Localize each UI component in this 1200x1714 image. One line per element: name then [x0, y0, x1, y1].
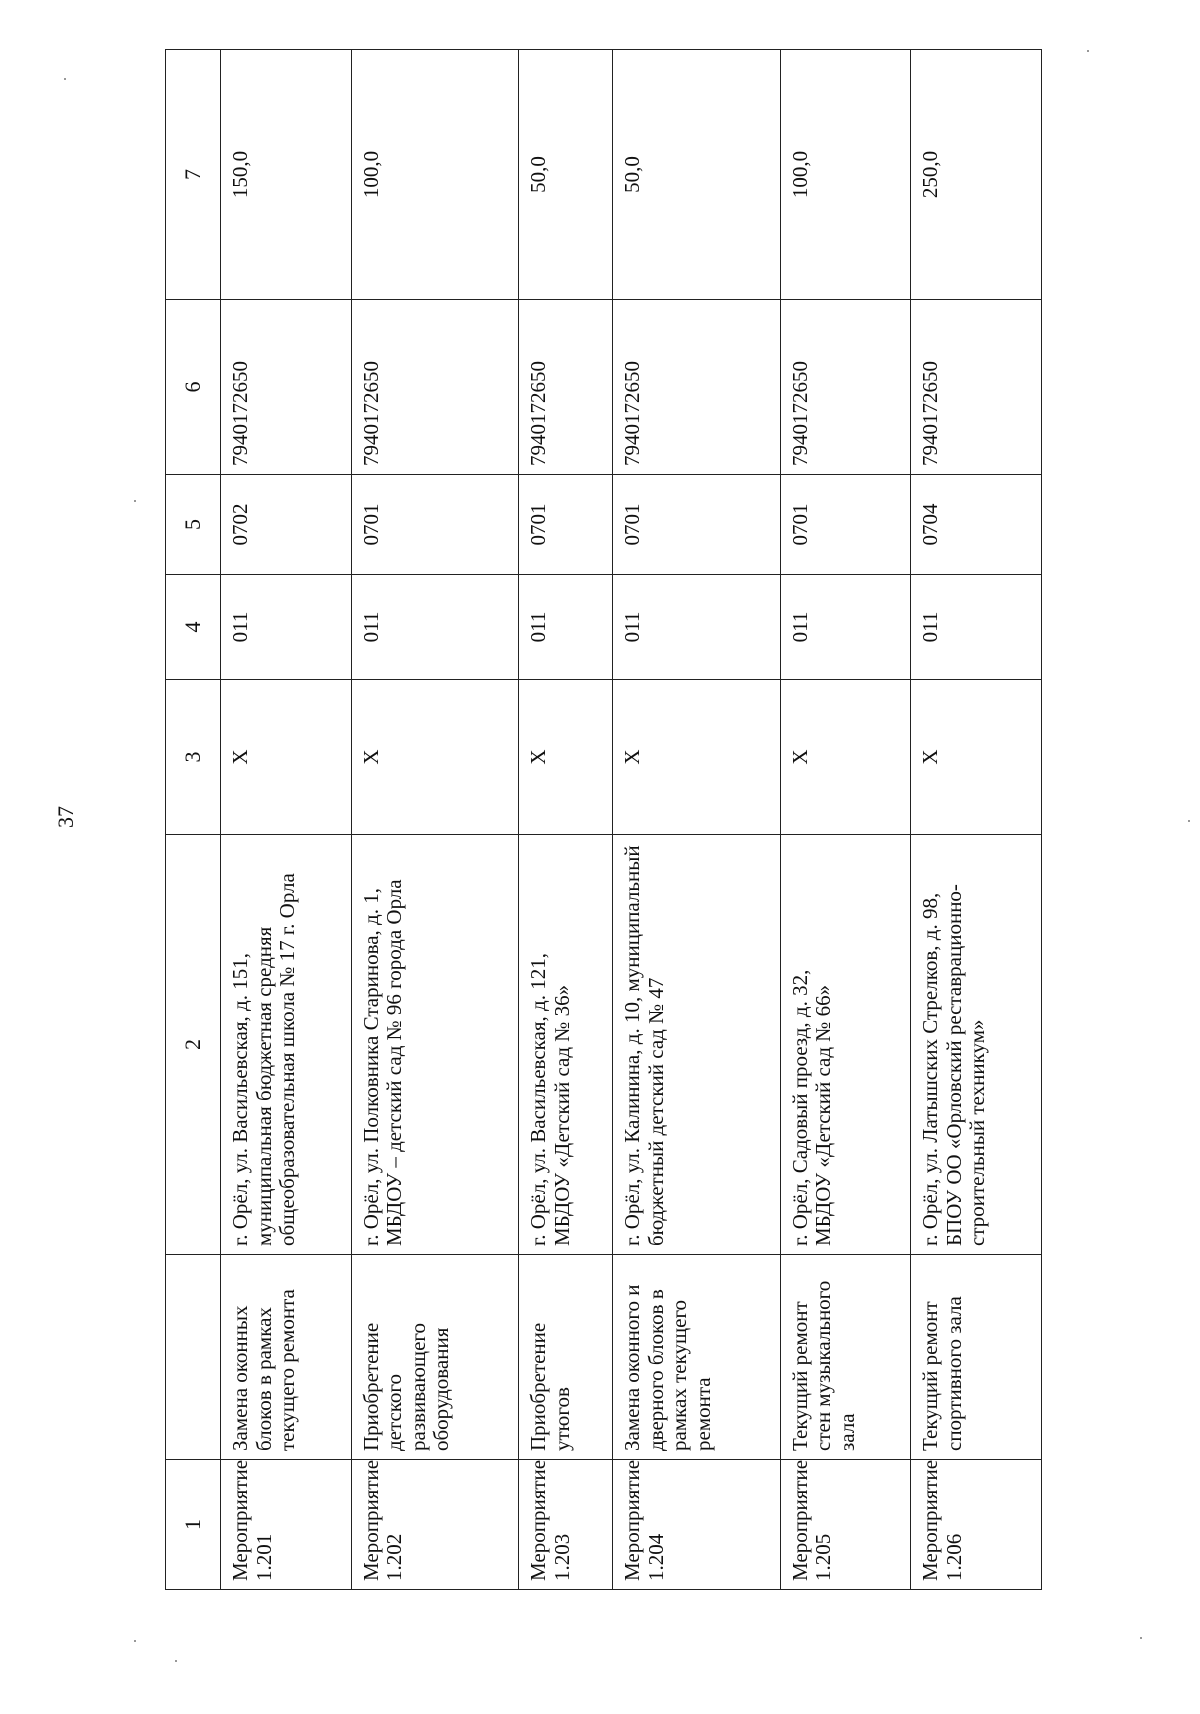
- address-cell: г. Орёл, ул. Калинина, д. 10, муниципальный бюджетный детский сад № 47: [613, 835, 780, 1255]
- address-cell: г. Орёл, ул. Васильевская, д. 121, МБДОУ «Детский сад № 36»: [519, 835, 613, 1255]
- event-name-cell: Текущий ремонт спортивного зала: [911, 1255, 1042, 1460]
- col6-cell: 7940172650: [780, 300, 911, 475]
- col5-cell: 0701: [780, 475, 911, 575]
- col4-cell: 011: [911, 575, 1042, 680]
- col6-cell: 7940172650: [911, 300, 1042, 475]
- amount-cell: 150,0: [221, 50, 352, 300]
- col4-cell: 011: [780, 575, 911, 680]
- event-name-cell: Приобретение утюгов: [519, 1255, 613, 1460]
- col3-cell: X: [351, 680, 518, 835]
- col5-cell: 0704: [911, 475, 1042, 575]
- header-cell: 4: [166, 575, 221, 680]
- table-row: [519, 50, 613, 1590]
- header-row: [166, 50, 221, 1590]
- event-id-cell: Мероприятие 1.206: [911, 1460, 1042, 1590]
- page-number: [46, 787, 86, 847]
- event-name-cell: Приобретение детского развивающего оборудования: [351, 1255, 518, 1460]
- col4-cell: 011: [221, 575, 352, 680]
- amount-cell: 50,0: [519, 50, 613, 300]
- col6-cell: 7940172650: [613, 300, 780, 475]
- event-name-cell: Замена оконных блоков в рамках текущего ремонта: [221, 1255, 352, 1460]
- table-row: [911, 50, 1042, 1590]
- col4-cell: 011: [519, 575, 613, 680]
- col6-cell: 7940172650: [351, 300, 518, 475]
- header-cell: 1: [166, 1460, 221, 1590]
- col3-cell: X: [221, 680, 352, 835]
- col6-cell: 7940172650: [519, 300, 613, 475]
- col6-cell: 7940172650: [221, 300, 352, 475]
- col5-cell: 0702: [221, 475, 352, 575]
- page-number-text: 37: [53, 806, 78, 828]
- col4-cell: 011: [613, 575, 780, 680]
- header-cell: 6: [166, 300, 221, 475]
- events-table-rotated: [165, 50, 1042, 1590]
- amount-cell: 100,0: [780, 50, 911, 300]
- table-row: [613, 50, 780, 1590]
- event-id-cell: Мероприятие 1.201: [221, 1460, 352, 1590]
- amount-cell: 250,0: [911, 50, 1042, 300]
- amount-cell: 50,0: [613, 50, 780, 300]
- event-id-cell: Мероприятие 1.203: [519, 1460, 613, 1590]
- header-cell: 3: [166, 680, 221, 835]
- col5-cell: 0701: [613, 475, 780, 575]
- event-id-cell: Мероприятие 1.204: [613, 1460, 780, 1590]
- address-cell: г. Орёл, ул. Васильевская, д. 151, муниципальная бюджетная средняя общеобразовательная школа № 17 г. Орла: [221, 835, 352, 1255]
- events-table: [165, 49, 1042, 1590]
- event-id-cell: Мероприятие 1.205: [780, 1460, 911, 1590]
- event-id-cell: Мероприятие 1.202: [351, 1460, 518, 1590]
- address-cell: г. Орёл, ул. Латышских Стрелков, д. 98, БПОУ ОО «Орловский реставрационно-строительный техникум»: [911, 835, 1042, 1255]
- table-row: [780, 50, 911, 1590]
- event-name-cell: Замена оконного и дверного блоков в рамках текущего ремонта: [613, 1255, 780, 1460]
- header-cell: 7: [166, 50, 221, 300]
- col3-cell: X: [519, 680, 613, 835]
- col3-cell: X: [911, 680, 1042, 835]
- header-cell: [166, 1255, 221, 1460]
- header-cell: 5: [166, 475, 221, 575]
- event-name-cell: Текущий ремонт стен музыкального зала: [780, 1255, 911, 1460]
- amount-cell: 100,0: [351, 50, 518, 300]
- col5-cell: 0701: [519, 475, 613, 575]
- address-cell: г. Орёл, ул. Полковника Старинова, д. 1, МБДОУ – детский сад № 96 города Орла: [351, 835, 518, 1255]
- col3-cell: X: [780, 680, 911, 835]
- col5-cell: 0701: [351, 475, 518, 575]
- col3-cell: X: [613, 680, 780, 835]
- table-row: [221, 50, 352, 1590]
- table-row: [351, 50, 518, 1590]
- address-cell: г. Орёл, Садовый проезд, д. 32, МБДОУ «Детский сад № 66»: [780, 835, 911, 1255]
- col4-cell: 011: [351, 575, 518, 680]
- header-cell: 2: [166, 835, 221, 1255]
